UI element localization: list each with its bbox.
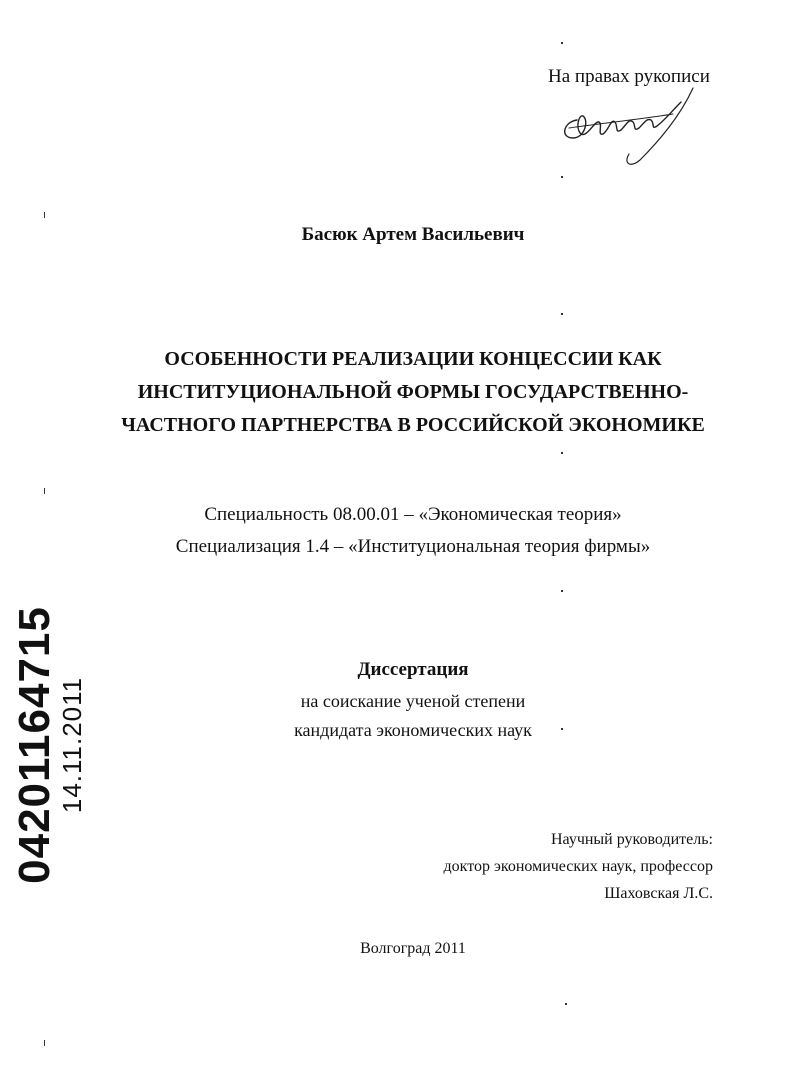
library-stamp bbox=[10, 606, 87, 884]
handwritten-signature bbox=[555, 80, 705, 175]
stamp-number: 04201164715 bbox=[10, 606, 59, 884]
scan-speck bbox=[561, 452, 563, 454]
city-year: Волгоград 2011 bbox=[360, 940, 466, 957]
supervisor-label: Научный руководитель: bbox=[550, 831, 713, 848]
title-line: ИНСТИТУЦИОНАЛЬНОЙ ФОРМЫ ГОСУДАРСТВЕННО- bbox=[137, 381, 689, 403]
supervisor-name: Шаховская Л.С. bbox=[604, 885, 713, 902]
degree-line-1: на соискание ученой степени bbox=[300, 691, 526, 711]
title-line: ЧАСТНОГО ПАРТНЕРСТВА В РОССИЙСКОЙ ЭКОНОМИКЕ bbox=[121, 414, 705, 436]
dissertation-label: Диссертация bbox=[357, 659, 469, 680]
degree-line-2: кандидата экономических наук bbox=[294, 720, 532, 740]
author-name: Басюк Артем Васильевич bbox=[301, 224, 525, 245]
stamp-date: 14.11.2011 bbox=[57, 676, 87, 814]
rights-note: На правах рукописи bbox=[548, 66, 710, 87]
scan-speck bbox=[44, 1040, 45, 1046]
scan-speck bbox=[561, 590, 563, 592]
scan-speck bbox=[561, 313, 563, 315]
scan-speck bbox=[561, 42, 563, 44]
dissertation-title bbox=[0, 343, 793, 442]
scan-speck bbox=[565, 1003, 567, 1005]
scan-speck bbox=[561, 176, 563, 178]
scan-speck bbox=[561, 728, 563, 730]
scan-speck bbox=[44, 212, 45, 218]
supervisor-degree: доктор экономических наук, профессор bbox=[443, 858, 713, 875]
specialization: Специализация 1.4 – «Институциональная теория фирмы» bbox=[175, 536, 651, 557]
scan-speck bbox=[44, 488, 45, 494]
title-line: ОСОБЕННОСТИ РЕАЛИЗАЦИИ КОНЦЕССИИ КАК bbox=[164, 348, 662, 370]
specialty: Специальность 08.00.01 – «Экономическая теория» bbox=[204, 504, 622, 525]
